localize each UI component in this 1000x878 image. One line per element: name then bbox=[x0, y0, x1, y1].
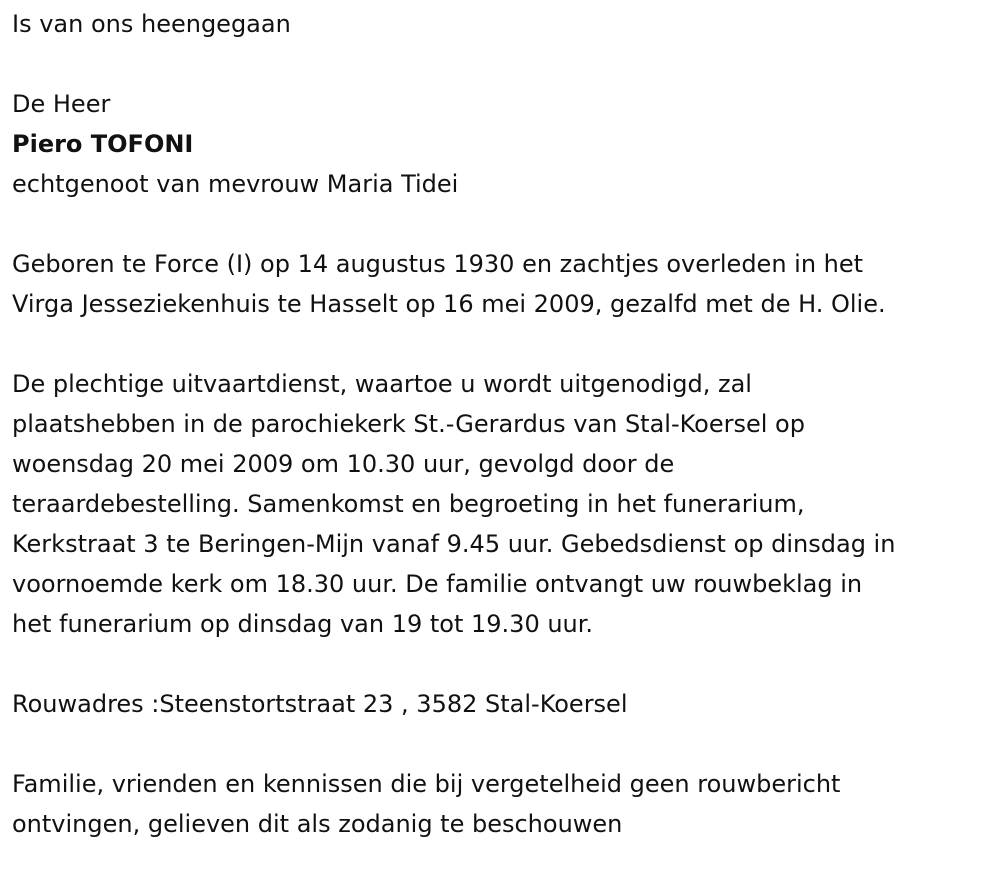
paragraph-line: De plechtige uitvaartdienst, waartoe u wordt uitgenodigd, zal bbox=[12, 370, 752, 398]
deceased-block bbox=[12, 84, 988, 204]
service-paragraph bbox=[12, 364, 988, 644]
paragraph-line: ontvingen, gelieven dit als zodanig te beschouwen bbox=[12, 810, 623, 838]
intro-text: Is van ons heengegaan bbox=[12, 10, 291, 38]
paragraph-line: voornoemde kerk om 18.30 uur. De familie ontvangt uw rouwbeklag in bbox=[12, 570, 863, 598]
birth-death-paragraph bbox=[12, 244, 988, 324]
spacer bbox=[12, 44, 988, 84]
spacer bbox=[12, 724, 988, 764]
mourning-address: Rouwadres :Steenstortstraat 23 , 3582 Stal-Koersel bbox=[12, 690, 628, 718]
spacer bbox=[12, 644, 988, 684]
paragraph-line: teraardebestelling. Samenkomst en begroeting in het funerarium, bbox=[12, 490, 805, 518]
deceased-name: Piero TOFONI bbox=[12, 130, 194, 158]
paragraph-line: het funerarium op dinsdag van 19 tot 19.30 uur. bbox=[12, 610, 594, 638]
closing-paragraph bbox=[12, 764, 988, 844]
paragraph-line: Virga Jesseziekenhuis te Hasselt op 16 mei 2009, gezalfd met de H. Olie. bbox=[12, 290, 886, 318]
paragraph-line: plaatshebben in de parochiekerk St.-Gerardus van Stal-Koersel op bbox=[12, 410, 805, 438]
spouse-text: echtgenoot van mevrouw Maria Tidei bbox=[12, 170, 459, 198]
paragraph-line: Familie, vrienden en kennissen die bij vergetelheid geen rouwbericht bbox=[12, 770, 841, 798]
paragraph-line: Kerkstraat 3 te Beringen-Mijn vanaf 9.45 uur. Gebedsdienst op dinsdag in bbox=[12, 530, 896, 558]
salutation-text: De Heer bbox=[12, 90, 111, 118]
spacer bbox=[12, 324, 988, 364]
intro-block bbox=[12, 4, 988, 44]
spacer bbox=[12, 204, 988, 244]
address-paragraph bbox=[12, 684, 988, 724]
paragraph-line: Geboren te Force (I) op 14 augustus 1930 en zachtjes overleden in het bbox=[12, 250, 864, 278]
paragraph-line: woensdag 20 mei 2009 om 10.30 uur, gevolgd door de bbox=[12, 450, 675, 478]
